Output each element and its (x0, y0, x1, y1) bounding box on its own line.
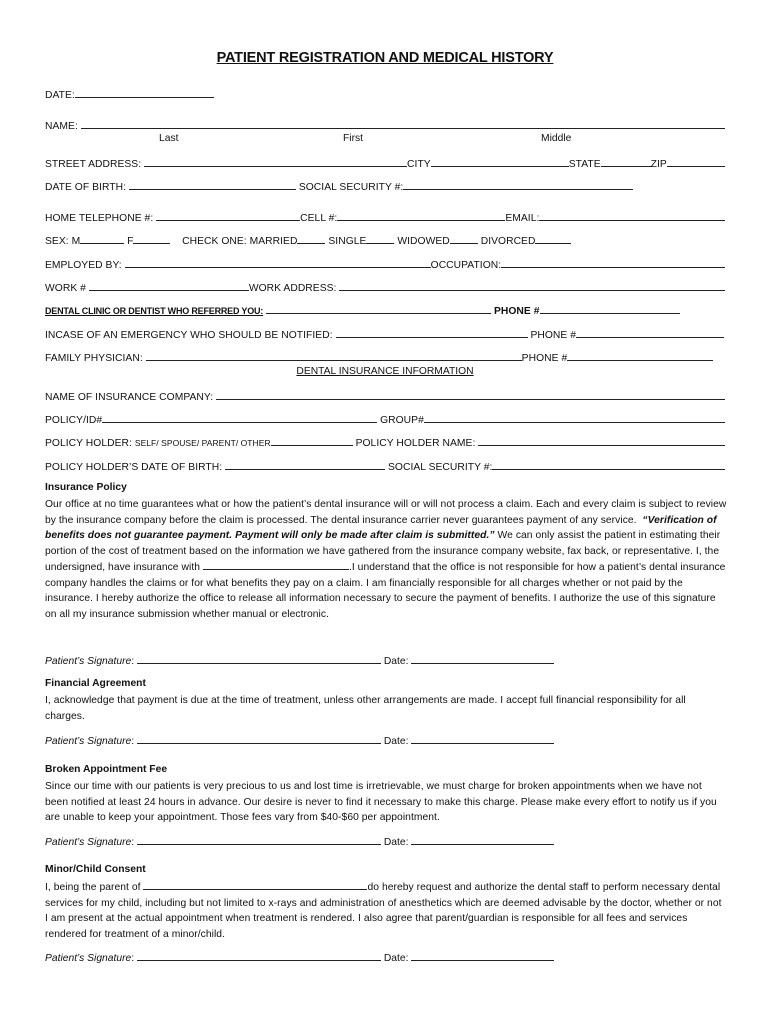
signature-label: Patient’s Signature (45, 837, 132, 848)
date-label: Date: (383, 837, 409, 848)
date-label: Date: (383, 953, 409, 964)
ssn-field[interactable] (403, 179, 633, 190)
insurance-policy-text (45, 497, 727, 622)
occupation-label: OCCUPATION: (430, 260, 502, 271)
dob-field[interactable] (129, 179, 296, 190)
name-field[interactable] (81, 118, 725, 129)
date-field[interactable] (411, 733, 554, 744)
sex-m-label: SEX: M (45, 236, 81, 247)
widowed-label: WIDOWED (397, 236, 450, 247)
name-last-caption: Last (159, 133, 179, 144)
employed-by-field[interactable] (125, 257, 431, 268)
physician-phone-label: PHONE # (521, 353, 568, 364)
city-label: CITY (407, 159, 431, 170)
city-field[interactable] (431, 156, 569, 167)
child-name-field[interactable] (143, 879, 367, 890)
emergency-phone-field[interactable] (576, 327, 724, 338)
street-label: STREET ADDRESS: (45, 159, 142, 170)
ssn-label: SOCIAL SECURITY #: (298, 182, 404, 193)
work-phone-label: WORK # (45, 283, 86, 294)
state-field[interactable] (601, 156, 651, 167)
holder-dob-row (45, 459, 725, 475)
financial-text: I, acknowledge that payment is due at the time of treatment, unless other arrangements are made. I accept full financial responsibility for all charges. (45, 695, 686, 722)
insurance-policy-text-1: Our office at no time guarantees what or how the patient’s dental insurance will or will not process a claim. Each and every claim is subject to review by the insurance company before the claim is processed. The dental insurance carrier never guarantees payment of any service. (45, 499, 727, 526)
signature-row-4: Patient’s Signature: Date: (45, 950, 554, 964)
policy-id-label: POLICY/ID# (45, 415, 103, 426)
physician-field[interactable] (146, 350, 522, 361)
occupation-field[interactable] (501, 257, 725, 268)
emergency-phone-label: PHONE # (530, 330, 577, 341)
widowed-field[interactable] (450, 233, 478, 244)
physician-phone-field[interactable] (567, 350, 713, 361)
employed-by-label: EMPLOYED BY: (45, 260, 122, 271)
dob-label: DATE OF BIRTH: (45, 182, 126, 193)
insurance-policy-text-2: We can only assist the patient in estimating their portion of the cost of treatment based on the information we have gathered from the insurance company website, fax back, or representative. I, the undersigned, have insurance with (45, 530, 721, 573)
referred-label: DENTAL CLINIC OR DENTIST WHO REFERRED YOU: (45, 306, 264, 316)
insurance-company-label: NAME OF INSURANCE COMPANY: (45, 392, 214, 403)
minor-consent-text-1: I, being the parent of (45, 882, 141, 893)
signature-row-1: Patient’s Signature: Date: (45, 653, 554, 667)
referred-row (45, 303, 725, 319)
emergency-field[interactable] (336, 327, 528, 338)
work-address-field[interactable] (339, 280, 725, 291)
sex-row (45, 233, 725, 249)
insurance-policy-emphasis: “Verification of benefits does not guarantee payment. Payment will only be made after claim is submitted.” (45, 514, 717, 541)
check-married-label: CHECK ONE: MARRIED (182, 236, 298, 247)
insurance-policy-heading: Insurance Policy (45, 482, 127, 493)
date-row (45, 87, 725, 103)
signature-field[interactable] (137, 950, 381, 961)
email-field[interactable] (539, 210, 725, 221)
single-field[interactable] (366, 233, 394, 244)
policy-id-field[interactable] (102, 412, 377, 423)
signature-label: Patient’s Signature (45, 953, 132, 964)
minor-consent-text (45, 879, 727, 942)
zip-label: ZIP (650, 159, 667, 170)
broken-appointment-heading: Broken Appointment Fee (45, 764, 168, 775)
dob-row (45, 179, 725, 195)
broken-appointment-text: Since our time with our patients is very precious to us and lost time is irretrievable, we must charge for broken appointments when we have not been notified at least 24 hours in advance. Our desire is never to find it necessary to make this charge. Please make every effort to notify us if you are unable to keep your appointment. Those fees vary from $40-$60 per appointment. (45, 781, 717, 823)
referred-phone-label: PHONE # (493, 306, 540, 317)
state-label: STATE (568, 159, 601, 170)
date-label: Date: (383, 656, 409, 667)
policy-holder-label: POLICY HOLDER: (45, 438, 132, 449)
married-field[interactable] (297, 233, 325, 244)
holder-ssn-label: SOCIAL SECURITY #: (388, 462, 493, 473)
page-title: PATIENT REGISTRATION AND MEDICAL HISTORY (216, 50, 554, 66)
holder-ssn-field[interactable] (492, 459, 725, 470)
insurance-company-field[interactable] (216, 389, 725, 400)
policy-holder-options: SELF/ SPOUSE/ PARENT/ OTHER (134, 438, 271, 448)
emergency-label: INCASE OF AN EMERGENCY WHO SHOULD BE NOTIFIED: (45, 330, 333, 341)
date-label: DATE: (45, 90, 75, 101)
policy-holder-name-label: POLICY HOLDER NAME: (355, 438, 476, 449)
insurance-section-header: DENTAL INSURANCE INFORMATION (296, 366, 474, 377)
insurance-policy-text-3: .I understand that the office is not responsible for how a patient’s dental insurance company handles the claims or for what benefits they pay on a claim. I am financially responsible for all charges whether or not paid by the insurance. I hereby authorize the office to release all information necessary to secure the payment of benefits. I authorize the use of this signature on all my insurance submission whether manual or electronic. (45, 562, 726, 620)
divorced-field[interactable] (535, 233, 571, 244)
zip-field[interactable] (667, 156, 725, 167)
name-label: NAME: (45, 121, 78, 132)
name-middle-caption: Middle (541, 133, 572, 144)
minor-consent-heading: Minor/Child Consent (45, 864, 146, 875)
home-phone-field[interactable] (156, 210, 300, 221)
sex-f-label: F (127, 236, 134, 247)
signature-label: Patient’s Signature (45, 736, 132, 747)
cell-label: CELL #: (300, 213, 338, 224)
physician-label: FAMILY PHYSICIAN: (45, 353, 143, 364)
insurance-company-row (45, 389, 725, 405)
group-field[interactable] (424, 412, 725, 423)
date-label: Date: (383, 736, 409, 747)
sex-f-field[interactable] (133, 233, 170, 244)
street-row (45, 156, 725, 172)
policy-holder-row (45, 435, 725, 451)
policy-holder-field[interactable] (271, 435, 353, 446)
date-field[interactable] (411, 653, 554, 664)
emergency-row (45, 327, 725, 343)
email-label: EMAIL: (505, 213, 540, 224)
name-first-caption: First (343, 133, 364, 144)
phone-row (45, 210, 725, 226)
date-field[interactable] (411, 950, 554, 961)
physician-row (45, 350, 725, 366)
financial-heading: Financial Agreement (45, 678, 146, 689)
signature-field[interactable] (137, 653, 381, 664)
signature-row-2: Patient’s Signature: Date: (45, 733, 554, 747)
street-field[interactable] (144, 156, 407, 167)
group-label: GROUP# (380, 415, 424, 426)
referred-field[interactable] (266, 303, 491, 314)
holder-dob-field[interactable] (225, 459, 385, 470)
work-phone-field[interactable] (89, 280, 249, 291)
date-field[interactable] (75, 87, 214, 98)
cell-field[interactable] (337, 210, 505, 221)
sex-m-field[interactable] (80, 233, 124, 244)
date-field[interactable] (411, 834, 554, 845)
insurance-carrier-field[interactable] (203, 559, 349, 570)
policy-row (45, 412, 725, 428)
signature-row-3: Patient’s Signature: Date: (45, 834, 554, 848)
minor-consent-text-2: do hereby request and authorize the dental staff to perform necessary dental services for my child, including but not limited to x-rays and administration of anesthetics which are deemed advisable by the doctor, whether or not I am present at the actual appointment when treatment is rendered. I also agree that parent/guardian is responsible for all fees and services rendered for treatment of a minor/child. (45, 882, 722, 940)
policy-holder-name-field[interactable] (478, 435, 725, 446)
name-row (45, 118, 725, 134)
holder-dob-label: POLICY HOLDER’S DATE OF BIRTH: (45, 462, 223, 473)
signature-field[interactable] (137, 733, 381, 744)
employed-row (45, 257, 725, 273)
signature-field[interactable] (137, 834, 381, 845)
signature-label: Patient’s Signature (45, 656, 132, 667)
single-label: SINGLE (328, 236, 367, 247)
home-phone-label: HOME TELEPHONE #: (45, 213, 154, 224)
divorced-label: DIVORCED (480, 236, 536, 247)
referred-phone-field[interactable] (540, 303, 680, 314)
work-row (45, 280, 725, 296)
work-address-label: WORK ADDRESS: (248, 283, 337, 294)
